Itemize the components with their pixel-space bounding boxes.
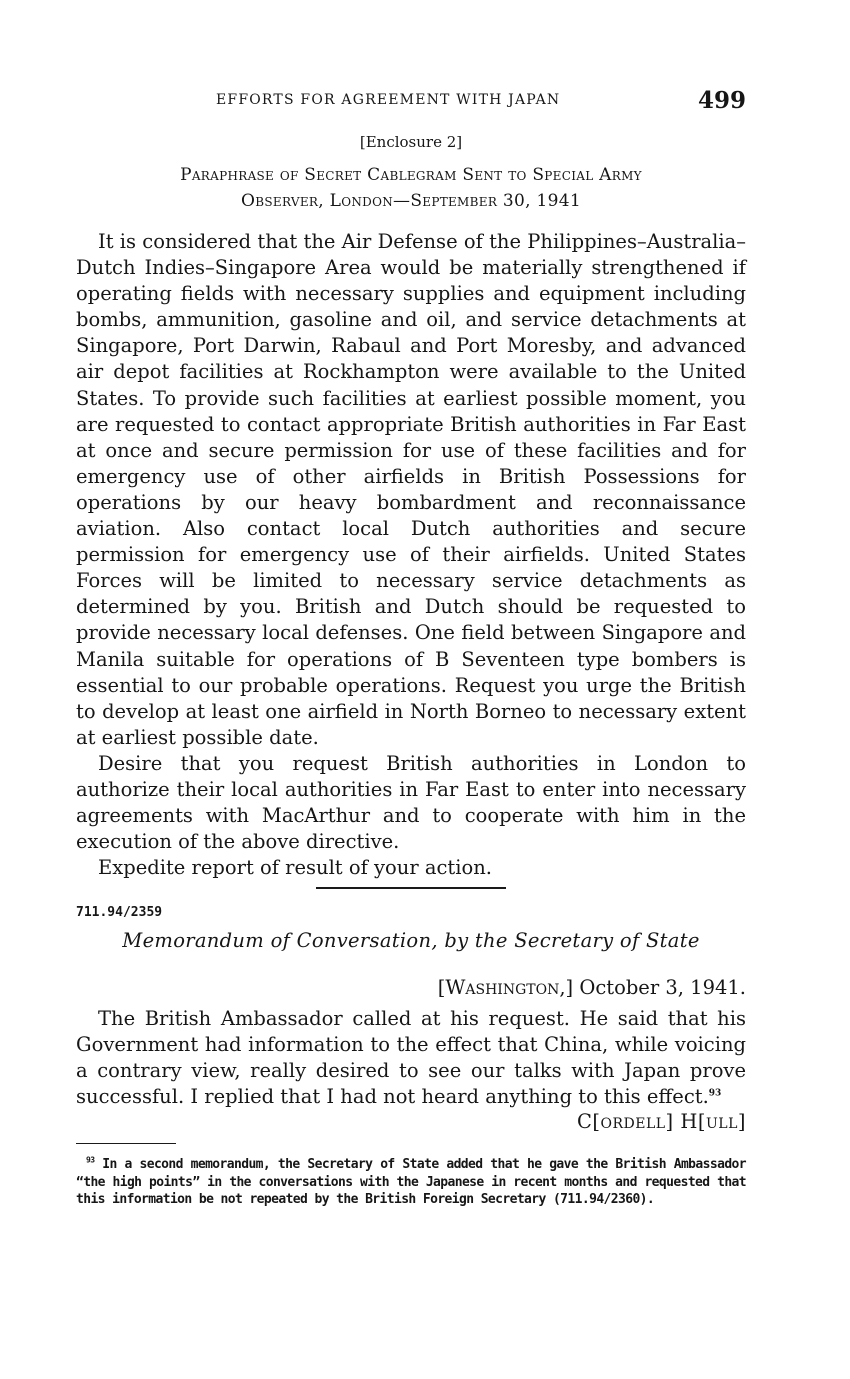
signature-initial-c: C <box>576 1110 593 1133</box>
dateline-date: October 3, 1941. <box>579 976 746 999</box>
footnote-marker: 93 <box>86 1155 95 1165</box>
file-number: 711.94/2359 <box>76 905 163 920</box>
footnote-text: In a second memorandum, the Secretary of State added that he gave the British Ambassador “the high points” in the conversations with the Japanese in recent months and requested that this information be not repeated by the British Foreign Secretary (711.94/2360). <box>76 1157 746 1207</box>
enclosure-heading-line-1: Paraphrase of Secret Cablegram Sent to Special Army <box>180 165 642 185</box>
enclosure-heading <box>76 162 746 214</box>
footnote-paragraph <box>76 1156 746 1209</box>
enclosure-label: [Enclosure 2] <box>359 133 463 151</box>
enclosure-heading-line-2: Observer, London—September 30, 1941 <box>241 191 581 211</box>
running-head <box>76 88 746 114</box>
footnote-reference[interactable]: 93 <box>708 1088 722 1099</box>
page-number: 499 <box>697 87 746 114</box>
footnote <box>76 1156 746 1209</box>
memorandum-paragraph <box>76 1006 746 1110</box>
memorandum-body <box>76 1006 746 1110</box>
cablegram-body <box>76 229 746 881</box>
dateline-place: [Washington,] <box>437 976 574 999</box>
cablegram-paragraph-2: Desire that you request British authorities in London to authorize their local authorities in Far East to enter into necessary agreements with MacArthur and to cooperate with him in the execution of the above directive. <box>76 751 746 854</box>
footnote-rule <box>76 1143 176 1144</box>
memorandum-title: Memorandum of Conversation, by the Secretary of State <box>122 929 700 952</box>
dateline <box>438 976 746 999</box>
memorandum-text: The British Ambassador called at his request. He said that his Government had information to the effect that China, while voicing a contrary view, really desired to see our talks with Japan prove successful. I replied that I had not heard anything to this effect. <box>76 1007 746 1109</box>
signature-rest-c: [ordell] <box>592 1110 674 1133</box>
signature-initial-h: H <box>680 1110 698 1133</box>
cablegram-paragraph-1: It is considered that the Air Defense of the Philippines–Australia–Dutch Indies–Singapore Area would be materially strengthened if operating fields with necessary supplies and equipment including bombs, ammunition, gasoline and oil, and service detachments at Singapore, Port Darwin, Rabaul and Port Moresby, and advanced air depot facilities at Rockhampton were available to the United States. To provide such facilities at earliest possible moment, you are requested to contact appropriate British authorities in Far East at once and secure permission for use of these facilities and for emergency use of other airfields in British Possessions for operations by our heavy bombardment and reconnaissance aviation. Also contact local Dutch authorities and secure permission for emergency use of their airfields. United States Forces will be limited to necessary service detachments as determined by you. British and Dutch should be requested to provide necessary local defenses. One field between Singapore and Manila suitable for operations of B Seventeen type bombers is essential to our probable operations. Request you urge the British to develop at least one airfield in North Borneo to necessary extent at earliest possible date. <box>76 230 746 749</box>
signature-rest-h: [ull] <box>697 1110 746 1133</box>
running-title: EFFORTS FOR AGREEMENT WITH JAPAN <box>216 92 561 108</box>
section-divider <box>316 887 506 889</box>
signature <box>577 1110 746 1133</box>
cablegram-paragraph-3: Expedite report of result of your action. <box>98 856 492 880</box>
